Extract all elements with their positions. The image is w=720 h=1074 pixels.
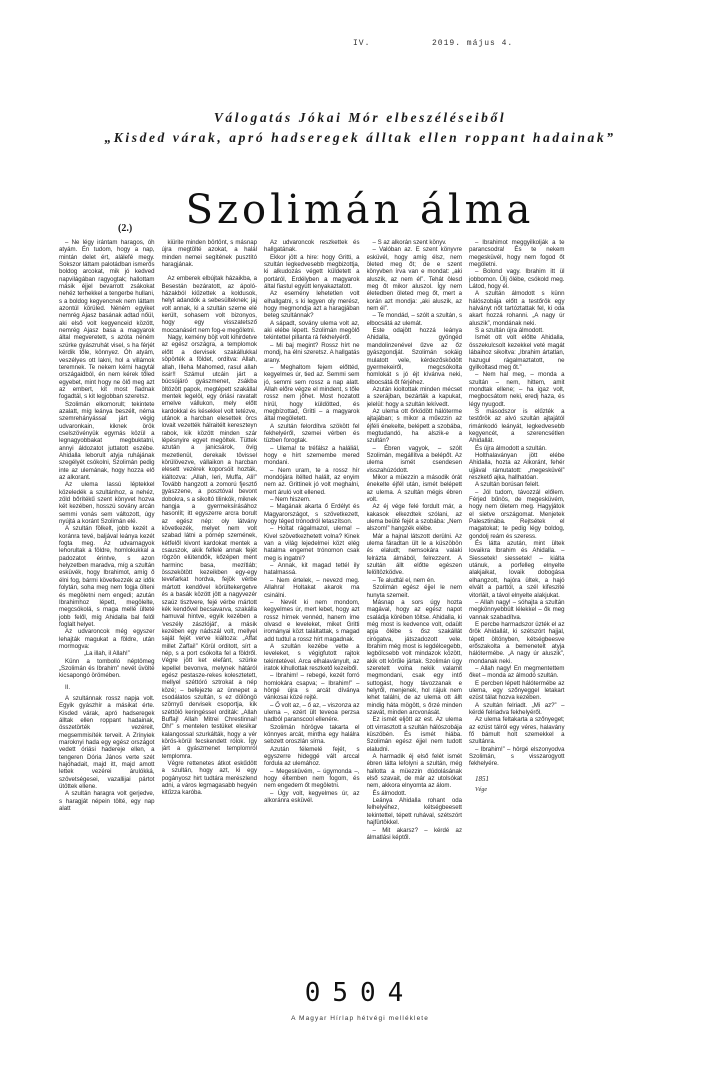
- paragraph: A szultán felriadt. „Mi az?” – kérdé felriadva fekhelyéről.: [469, 701, 565, 716]
- paragraph: És álmodott.: [372, 789, 407, 797]
- paragraph: – Holtat rágalmazol, ulema! – Kivel szövetkezhetett volna? Kinek van a világ lejedelmei közt elég hatalma engemet trónomon csak meg is ingatni?: [264, 525, 360, 562]
- paragraph: Az ulema ott őrködött hálóterme ajtajában; s mikor a műezzin az éjféli énekelte, belépett a szobába, megtudandó, ha alszik-e a szultán?: [366, 407, 462, 445]
- paragraph: Már a hajnal látszott derülni. Az ulema fáradtan ült le a küszöbön és elaludt; nemsokára valaki felrázta álmából, felrezzent. A szultán állt előtte egészen felöltözködve.: [366, 532, 462, 577]
- paragraph: – Ő volt az, – ő az, – viszonza az ulema –, ezért ült teveoa perzsa hadból paranscool ellenére.: [264, 701, 360, 724]
- issue-date: 2019. május 4.: [432, 39, 514, 48]
- paragraph: E percbe harmadszor üzték el az őrök Ahidallát, ki szétszórt hajjal, tépett öltönyben, kétségbeesve erőszakolta a bemenetelt atyja hálótermébe. „A nagy úr aluszik”, mondanak neki.: [469, 620, 565, 665]
- column-5: [469, 239, 565, 959]
- paragraph: Ismét ott volt előtte Ahidalla, összekulcsolt kezekkel veté magát lábaihoz sikoltva: „Ibrahim ártatlan, hazugul rágalmaztatott, ne gyilkoltasd meg őt.”: [469, 334, 565, 371]
- paragraph: Azután félemelé fejét, s egyszerre hideggé vált arccal fordula az ulemához.: [264, 745, 360, 768]
- paragraph: – Nem uram, te a rossz hír mondójára ítélted halált, az enyim nem az. Grittinek jó volt meghalni, mert áruló volt ellened.: [264, 466, 360, 496]
- paragraph: S másodszor is elűzték a testőrök az alvó szultán ajtajától rimánkodó leányát, legkedvesebb kegyencét, a szerencsétlen Ahidallát.: [469, 407, 565, 445]
- paragraph: – Ibrahim!” – hörgé elszonyodva Szolimán, s visszarogyott fekhelyére.: [469, 745, 565, 768]
- paragraph: „La illah, il Allah!”: [83, 650, 130, 658]
- paragraph: Nagy, kemény böjt volt kihirdetve az egész országra, a templomok előtt a dervisek szakállukkal söpörték a földet, ordítva: Allah, allah, Illeha Mahomed, rasul allah issir!! Számul utcáin járt a búcsújáró gyászmenet, zsákba öltözött papok, megtépett szakállal mentek legelöl, egy óriási ravatalt emelve vállukon, mely előtt kardokkal és késekkel volt tetézve, utánok a harcban elesettek örcs lovait vezették hálraitélt kereszteyn rabok, kik között minden szár lépésnyire egyet megöltek. Tüttek azután a janicsárok, övig mezetlenül, derekaik tövissel körülövezve, vállaikon a harcban elesett vezérek koporsóit hozták, kiáltozva: „Allah, Ieri, Muffa, Ali!” Tovább hangzott a zomorú fjesztő gyászzene, a posztóval bevont dobokra, s a sikoltó tilinkók, miknek hangja a gyermeksírásához hasonlít; itt egyszerre arcra borult az egész nép: oly látvány következék, melyet nem volt szabad látni a pórnép szemének, kétfelől kivont kardokat mentek a csauszok, akik felfelé annak fejét rögzön elütendők, kőzépen ment harminc basa, mezítláb; összekötött kezeikben egy-egy tevefarkat hordva, fejök vérbe mártott kendővel körültekergetve és a basák között jött a nagyvezér szaúz tisztvere, fejé vérbe mártott kék kendővel becsavarva, szakálla hamuval hintve, egyik kezében a 'veszély zászlóját', a másik kezében egy nádszál volt, mellyel saját fejét verve kiáltoza: „Affat millet Zaffai!” Körül orditott, sírt a nép, s a port csókolta fel a földről. Végre jött ket elefánt, szürke lepellel bevonva, melynek hátáról egész pestasze-rekes kolesztetett, mellyel széttóró sztrokat a nép közé; – befejezte az ünnepet a csodálatos szultán, s ez dölöngö szörnyű dervisek csoportja, kik széttölö keringéssel orditák: „Allah Buffaj! Allah Mitrei Chrestinnai! Oh!” s mentelen testüket elesikar kalangossal szurkálták, hogy a vér körös-körül fecskendett rólok. Így járt a gyászmenet templomról templomra.: [161, 334, 257, 760]
- paragraph: Mikor a müezzin a második órát énekelte éjfél után, ismét belépett az ulema. A szultán mégis ébren volt.: [366, 474, 462, 504]
- paragraph: A szultán kezébe vette a leveleket, s végigfutott rajtok tekintetével. Arca elhalaványult, az iratok kihullottak reszkető kezeiből.: [264, 642, 360, 672]
- paragraph: Leánya Ahidalla rohant oda felhelyéhez, kétségbeesett tekintettel, tépett ruhával, szétszórt hajfürtökkel.: [366, 797, 462, 827]
- paragraph: kiürite minden börtönt, s másnap újra megtölté azokat, a halál minden nemei segítének pusztító haragjának.: [161, 239, 257, 269]
- paragraph: Végre rettenetes átkot eskűdött a szultán, hogy azt, ki egy pogányosz hirt tudtára merészlend adni, a város legmagasabb hegyén kitűzza karóba.: [161, 760, 257, 797]
- paragraph: – Ibrahimot meggyilkolják a te parancsodra! És te nekem megesküvél, hogy nem fogod őt megöletni.: [469, 239, 565, 269]
- paragraph: Künn a tombolló néptömeg „Szolimán és Ibrahim” nevét üvölté kicsapongó örömében.: [59, 657, 155, 680]
- column-4: [367, 239, 463, 959]
- paragraph: – Ulema! te tréfálsz a haláliál, hogy e hírt szemembe mered mondani.: [264, 444, 360, 467]
- paragraph: – Mit akarsz? – kérdé az álmatlási képtől.: [366, 826, 462, 841]
- paragraph: A harmadik éj első felét ismét ébren látta lefolyni a szultán, még hallotta a müezzin dúdolásának első szavait, de már az utolsókat nem, akkora elnyomta az álom.: [366, 753, 462, 790]
- kicker-series: Válogatás Jókai Mór elbeszéléseiből: [213, 110, 507, 125]
- paragraph: – Te aludtál el, nem én.: [372, 576, 436, 584]
- paragraph: – Jól tudom, távozzál előlem. Férjed bűnös, de megesküvém, hogy nem öletem meg. Hagyjátok el sietve országomat. Menjetek Palesztinába. Rejtsétek el magatokat; te pedig légy boldog, gondolj reám és szeress.: [469, 488, 565, 540]
- paragraph: – Magának akarta ő Erdélyt és Magyarországot, s szövetkezett, hogy téged trónodról letaszítson.: [264, 503, 360, 526]
- paragraph: A szultán felordítva szökött fel fekhelyéről, szemei vérben és tüzben forogtak.: [264, 422, 360, 445]
- signature-year: 1851: [475, 774, 489, 783]
- paragraph: Az udvaroncok reszkettek és hallgatának.: [264, 239, 360, 254]
- supplement-label: A Magyar Hírlap hétvégi melléklete: [291, 1015, 429, 1022]
- paragraph: És újra álmodott a szultán.: [475, 444, 547, 452]
- paragraph: Az éj vége felé fordult már, a kakasok elkezdtek szólani, az ulema beüté fejét a szobába: „Nem alszom!” hangzék elébe.: [366, 503, 462, 533]
- paragraph: – Nem hal meg, – monda a szultán – nem, hittem, amit mondtak ellene; – ha igaz volt, megbocsátom neki, eredj haza, és légy nyugodt.: [469, 371, 565, 408]
- article-title: Szolimán álma: [185, 186, 535, 233]
- section-heading: II.: [65, 683, 71, 691]
- paragraph: A sápadt, sovány ulema volt az, aki elébe lépett. Szolimán megölő tekintettel pillanta rá fekhelyéről.: [264, 319, 360, 342]
- paragraph: – Ébren vagyok, – szólt Szolimán, megállítva a belépőt. Az ulema ismét csendesen visszahúzódott.: [366, 444, 462, 474]
- paragraph: S a szultán újra álmodott.: [475, 327, 544, 335]
- article-body: [59, 239, 663, 959]
- paragraph: Az ulema feltakarta a szőnyeget; az ezüst tálról egy véres, halavány fő bámult holt szemekkel a szultánra.: [469, 716, 565, 746]
- column-1: [59, 239, 155, 959]
- paragraph: A szultán fölkelt, jobb kezét a koránra tevé, baljával leánya kezét fogta meg. Az udvarnagyok lehorultak a földre, homlokukkal a padozatot érintve, s azon helyzetben maradva, míg a szultán esküvék, hogy Ibrahimot, amíg ő élni fog, bármi következzék az idők folytán, soha meg nem fogja ölteni és megöletni nem engedi; azután Ibrahimhoz lépett, megölelte, megcsókolá, s maga mellé ülteté jobb felől, míg Ahidalla bal felől foglalt helyet.: [59, 525, 155, 628]
- paragraph: Holthalaványan jött elébe Ahidalla, hozta az Alkoránt, fehér ujjával rámutatott: „megesküvél” reszkető ajka, hallhatóan.: [469, 451, 565, 481]
- paragraph: – Allah nagy! En megmentettem őket – monda az álmodó szultán.: [469, 664, 565, 680]
- part-number: (2.): [118, 223, 133, 234]
- paragraph: – Úgy volt, kegyelmes úr, az alkoránra esküvél.: [264, 789, 360, 805]
- paragraph: Szolimán elkomorult; tekintete azalatt, míg leánya beszélt, néma szemrehányással járt végig udvaronkain, kiknek örök cselszövényük egymás közül a legnagyobbakat megbuktatni, annyi áldozatot juttatott eszébe. Ahidalla leborult atyja ruhájának szegélyét csókolni, Szolimán pedig inte az ulemának, hogy hozza elő az alkorant.: [59, 400, 155, 481]
- paragraph: Szolimán hörögve takarta el könnyes arcát, mintha egy halálra sebzett oroszlán sírna.: [264, 723, 360, 746]
- paragraph: Az emberek elbújtak házaikba, a Besestán bezáratott, az ápoló-házakból kiűzettek a koldusok, helyt adandók a sebesülteknek; jaj volt annak, ki a szultán szeme elé került, sohasem volt bizonyos, hogy egy visszatetsző moccanásért nem fog-e megöletni.: [161, 275, 257, 334]
- paragraph: – Meghaltom fejem előttéd, kegyelmes úr, tied az. Semmi sem jó, semmi sem rossz a nap alatt. Allah előre végze el mindent, s tőle rossz nem jőhet. Most hozatott hírül, hogy küldötted, és megbízottad, Gritti – a magyarok által megöletett.: [264, 363, 360, 423]
- paragraph: Szolimán egész éjjel le nem hunyta szemeit.: [366, 584, 462, 599]
- paragraph: – Megesküvém, – úgymonda –, hogy éltemben nem fogom, és nem engedem őt megöletni.: [264, 767, 360, 790]
- issue-number: IV.: [353, 39, 371, 48]
- paragraph: Az esemény lehetetlen volt elhallgatni, s ki legyen oly merész, hogy megmondja azt a haragjában beteg szultánnak?: [264, 290, 360, 320]
- kicker-quote: „Kisded várak, apró hadseregek álltak ellen roppant hadainak”: [104, 130, 616, 145]
- paragraph: – Bolond vagy. Ibrahim itt ül jobbomon. Ülj ölébe, csókold meg. Látod, hogy él.: [469, 268, 565, 291]
- column-3: [264, 239, 360, 959]
- paragraph: Másnap a sors úgy hozta magával, hogy az egész napot családja körében töltse. Ahidalla, ki még most is kedvence volt, odaült apja ölébe s ősz szakállát cirógatva, játszadozott vele. Ibrahim még most is legdélcegebb, legbölcsebb volt mindazok között, akik ott körűle jártak. Szolimán úgy szeretett volna nekik valamit megmondani, csak egy intő suttogást, hogy távozzanak e helyről, menjenek, hol rájuk nem lehet találni, de az ulema ott állt mindig háta mögött, s őrzé minden szavát, minden arcvonását.: [366, 598, 462, 716]
- paragraph: – Ne légy irántam haragos, óh atyám. Én tudom, hogy a nap, mintán delet ért, alálefé megy. Sokszor láttam palotádban ismerős boldog arcokat, mik jó kedved napvilágában ragyogtak; hallottam másik éjjel bevarrott zsákokat nehéz terhekkel a tengerbe hullani, s a boldog kegyencnek nem láttam azontúl körüled. Néném egyiket nemrég Ajasz basának adtad nőül, aki első volt kegyenceid között, nemrég Ajasz basa a magyarok által megveretett, s azóta néném szürke gyászruhát visel, s ha férjét kérdik tőle, könnyez. Óh atyám, veszélyes ott lakni, hol a villámok teremnek. Te nekem kérni hagytál országaidból, én nem kérek tőled egyebet, mint hogy ne ölő meg azt az embert, kit most fiadnak fogadtál, s kit legjobban szeretsz.: [59, 239, 155, 401]
- paragraph: – Te mondád, – szólt a szultán, s elbocsátá az ulemát.: [366, 312, 462, 327]
- paragraph: Az ulema lassú léptekkel közeledék a szultánhoz, a nehéz, zöld bőrítékű szent könyvet hozva két kezében, hosszú sovány arcán semmi vonás sem változott, úgy nyújtá a koránt Szolimán elé.: [59, 481, 155, 526]
- paragraph: – Ibrahim! – rebegé, kezét forró homlokára csapva; – Ibrahim!” – hörgé újra s arcát díványa vánkosai közé rejté.: [264, 672, 360, 702]
- paragraph: És látta azután, mint ültek lovaikra Ibrahim és Ahidalla. – Siessetek! siessetek! – kiálta utánuk, a porfelleg elnyelte alakjaikat, lovaik dobogása elhangzott, hajóra ültek, a hajó elvált a parttól, a szél kifeszité vitorláit, a távol elnyelte alakjukat.: [469, 540, 565, 599]
- paragraph: – Nem hiszem.: [270, 496, 311, 504]
- paragraph: – S az alkorán szent könyv.: [372, 239, 447, 246]
- paragraph: – Nem értelek, – nevezd meg. Allahra! Holtakat akarok ma csinálni.: [264, 576, 360, 599]
- paragraph: A szultán álmodott s künn hálószobája előtt a testőrök egy halványt nőt tartóztattak fel, ki oda akart hozzá rohanni. „A nagy úr aluszik”, mondának neki.: [469, 290, 565, 327]
- paragraph: A szultán haragra volt gerjedve, s haragját népein tölté, egy nap alatt: [59, 790, 155, 813]
- paragraph: – Nevét ki nem mondom, kegyelmes úr, mert lebet, hogy azt rossz hírnek vennéd, hanem íme olvasd e leveleket, miket Gritti irományai közt találtattak, s magad add tudtul a rossz hírt magadnak.: [264, 598, 360, 643]
- paragraph: – Valóban az. E szent könyvre esküvél, hogy amíg élsz, nem öleted meg őt; de e szent könyvben írva van e mondat: „aki aluszik, az nem él”. Tehát ölesd meg őt mikor aluszol. Így nem életedben öleted meg őt, mert a korán azt mondja: „aki aluszik, az nem él”.: [366, 246, 462, 313]
- page-number: 0504: [304, 978, 416, 1008]
- paragraph: – Annak, kit magad tettél ily hatalmassá.: [264, 562, 360, 577]
- paragraph: – Allah nagy! – sóhajta a szultán megkönnyebbült lélekkel – ők meg vannak szabadítva.: [469, 598, 565, 621]
- paragraph: A szultánnak rossz napja volt. Egyik gyászhír a másikat érte. Kisded várak, apró hadseregek álltak ellen roppant hadainak, összetörték vezéreit, megsemmisíték terveit. A Zrínyiek maroknyi hada egy egész országot vedett óriási hadereje ellen, a tengeren Dória János verte szét hajóhadait, majd itt, majd amott lettek vezérei árulókká, szövetségesei, vazallijai pártot ütöttek ellene.: [59, 694, 155, 791]
- paragraph: Este odajött hozzá leánya Ahidalla, gyöngéd mandolinzenével űzve az őz gyászgondját. Szolimán sokáig mulatott vele, kérdezősködött gyermekeiről, megcsókolta homlokát s jó éjt kívánva neki, elbocsátá őt férjéhez.: [366, 327, 462, 386]
- paragraph: Ez ismét eljött az est. Az ulema ott virrasztott a szultán hálószobája küszöbén. És ismét hiába. Szolimán egész éjjel nem tudott elaludni.: [366, 716, 462, 753]
- signature-end: Vége: [475, 787, 487, 794]
- paragraph: – Mi baj megint? Rossz hírt ne mondj, ha élni szeretsz. A hallgatás arany.: [264, 341, 360, 364]
- paragraph: Ekkor jött a hire: hogy Gritti, a szultán legkedvesebb megbizottja, ki alkudozás végett küldetett a portáról, Erdélyben a magyarok által fiastul együtt lenyakaztatott.: [264, 253, 360, 291]
- paragraph: A szultán borúsan felelt.: [475, 481, 540, 489]
- column-2: [162, 239, 258, 959]
- paragraph: Az udvaroncok még egyszer lehajták magukat a földre, után mormogva:: [59, 628, 155, 650]
- paragraph: Azután kioltottak minden mécset a szerájban, bezárták a kapukat, jelelül: hogy a szultán lekívedt.: [366, 385, 462, 408]
- paragraph: E percben lépett hálótermébe az ulema, egy szőnyeggel letakart ezüst tálat hozva kezében.: [469, 679, 565, 702]
